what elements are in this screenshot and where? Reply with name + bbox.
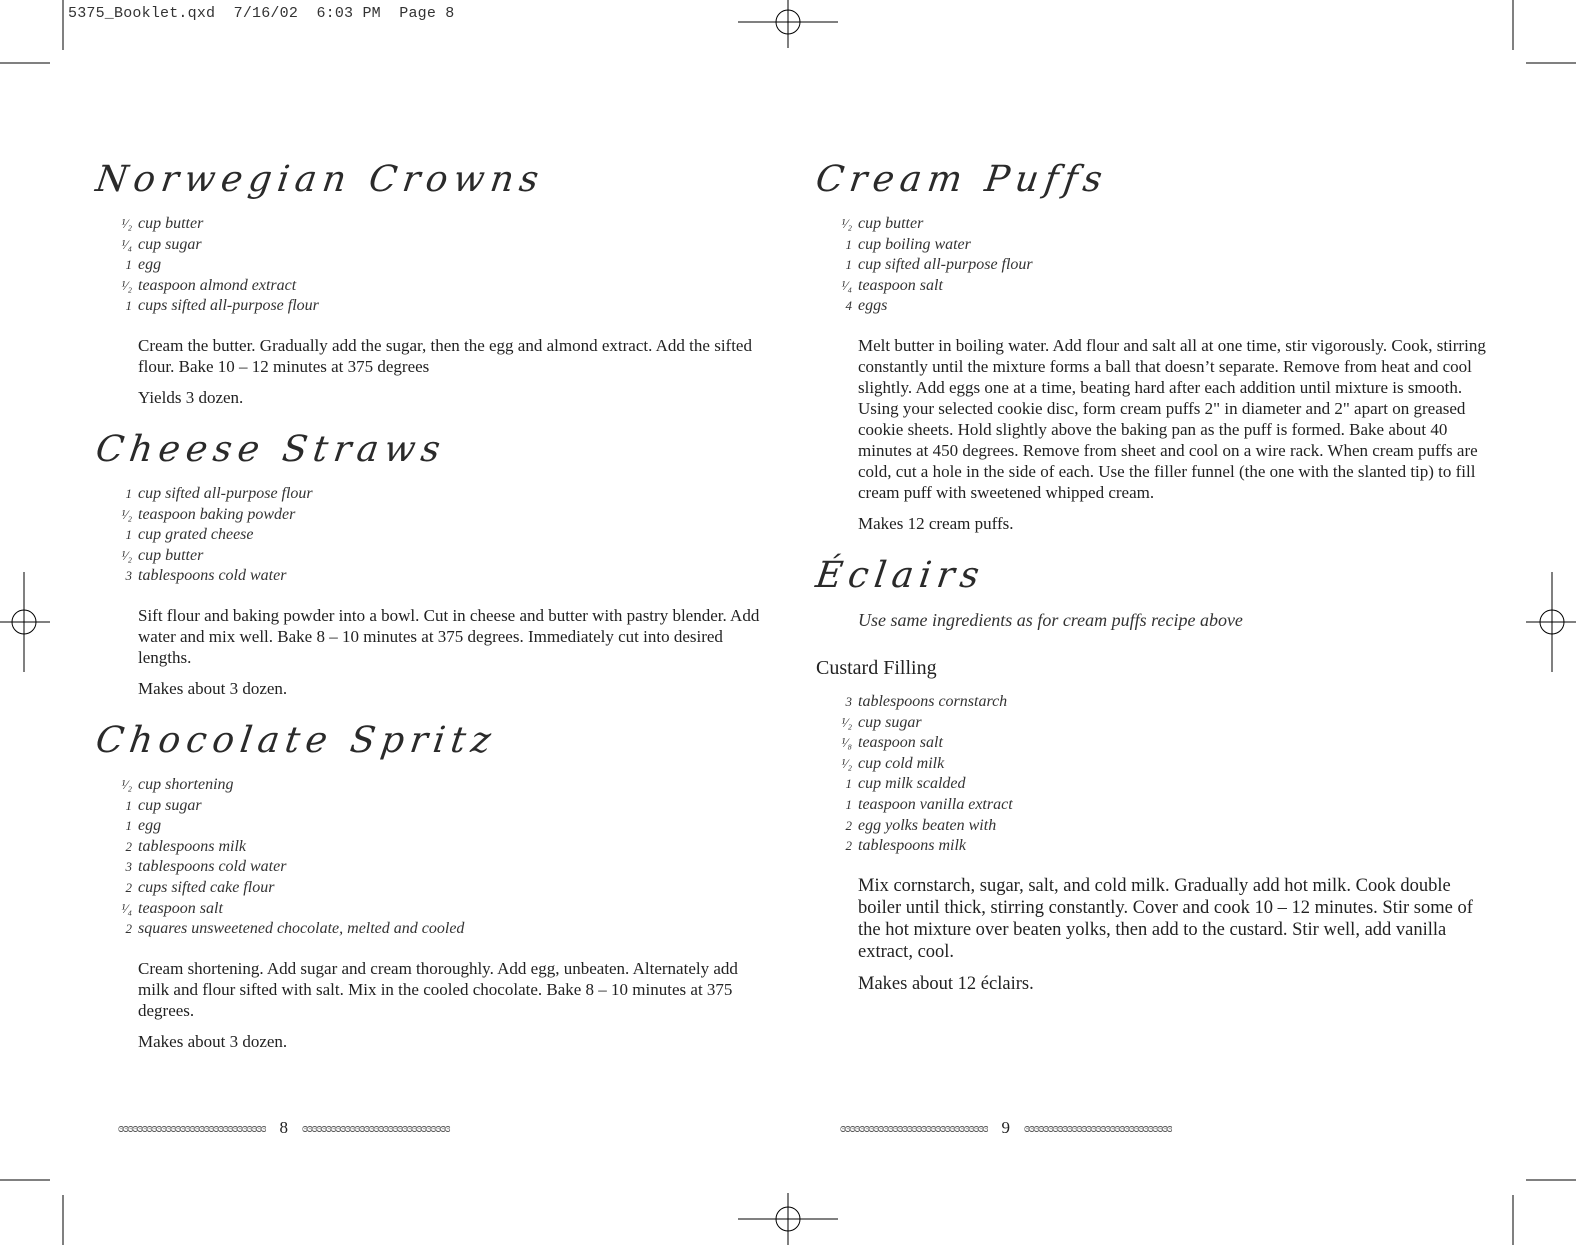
ingredient: ¹⁄₂ cup shortening bbox=[121, 775, 234, 793]
ornament-border: ɞɞɞɞɞɞɞɞɞɞɞɞɞɞɞɞɞɞɞɞɞɞɞɞɞɞɞɞɞɞɞ bbox=[840, 1120, 988, 1135]
ingredient: ¹⁄₂ teaspoon almond extract bbox=[121, 276, 297, 294]
ingredient-list bbox=[812, 214, 1492, 317]
ingredient: 1 teaspoon vanilla extract bbox=[845, 795, 1013, 813]
left-page-footer bbox=[118, 1118, 449, 1138]
recipe-instructions: Mix cornstarch, sugar, salt, and cold milk. Gradually add hot milk. Cook double boiler until thick, stirring constantly. Cover and cook 10 – 12 minutes. Stir some of the hot mixture over beaten yolks, then add to the custard. Stir well, add vanilla extract, cool. bbox=[858, 875, 1473, 962]
ornament-border: ɞɞɞɞɞɞɞɞɞɞɞɞɞɞɞɞɞɞɞɞɞɞɞɞɞɞɞɞɞɞɞ bbox=[301, 1120, 450, 1135]
ingredient: 1 cup milk scalded bbox=[845, 775, 966, 793]
ingredient-list bbox=[92, 214, 772, 317]
recipe-cream-puffs bbox=[812, 160, 1492, 534]
recipe-yield: Makes about 12 éclairs. bbox=[858, 973, 1034, 994]
ingredient-list bbox=[812, 692, 1492, 857]
ingredient: ¹⁄₄ teaspoon salt bbox=[121, 899, 223, 917]
recipe-instructions: Sift flour and baking powder into a bowl. Cut in cheese and butter with pastry blender. Add water and mix well. Bake 8 – 10 minutes at 375 degrees. Immediately cut into desired lengths. bbox=[138, 605, 760, 667]
ingredient: 1 cup sifted all-purpose flour bbox=[125, 484, 313, 502]
subheading-custard-filling: Custard Filling bbox=[816, 656, 937, 679]
recipe-norwegian-crowns bbox=[92, 160, 772, 408]
ingredient: 1 cup boiling water bbox=[845, 235, 971, 253]
ornament-border: ɞɞɞɞɞɞɞɞɞɞɞɞɞɞɞɞɞɞɞɞɞɞɞɞɞɞɞɞɞɞɞ bbox=[1023, 1120, 1172, 1135]
ingredient: ¹⁄₂ cup butter bbox=[121, 215, 204, 232]
ingredient: ¹⁄₄ cup sugar bbox=[121, 235, 202, 253]
recipe-title: Cream Puffs bbox=[813, 159, 1111, 200]
recipe-chocolate-spritz bbox=[92, 721, 772, 1052]
ingredient: ¹⁄₂ teaspoon baking powder bbox=[121, 505, 296, 523]
recipe-instructions: Melt butter in boiling water. Add flour and salt all at one time, stir vigorously. Cook, stirring constantly until the mixture forms a ball that doesn’t separate. Remove from heat and cool slightly. Add eggs one at a time, beating hard after each addition until mixture is smooth. Using your selected cookie disc, form cream puffs 2" in diameter and 2" apart on greased cookie sheets. Hold slightly above the baking pan as the puff is formed. Bake about 40 minutes at 450 degrees. Remove from sheet and cool on a wire rack. When cream puffs are cold, cut a hole in the side of each. Use the filler funnel (the one with the slanted tip) to fill cream puff with sweetened whipped cream. bbox=[858, 335, 1486, 502]
ingredient: 1 cup sifted all-purpose flour bbox=[845, 256, 1033, 274]
ornament-border: ɞɞɞɞɞɞɞɞɞɞɞɞɞɞɞɞɞɞɞɞɞɞɞɞɞɞɞɞɞɞɞ bbox=[118, 1120, 266, 1135]
ingredient: 2 squares unsweetened chocolate, melted and cooled bbox=[125, 920, 465, 938]
ingredient: ¹⁄₈ teaspoon salt bbox=[841, 734, 943, 752]
ingredient: ¹⁄₄ teaspoon salt bbox=[841, 276, 943, 294]
recipe-yield: Makes about 3 dozen. bbox=[138, 1031, 288, 1051]
left-page bbox=[92, 160, 772, 1074]
ingredient: ¹⁄₂ cup sugar bbox=[841, 713, 922, 731]
recipe-note: Use same ingredients as for cream puffs recipe above bbox=[858, 609, 1243, 630]
ingredient: 4 eggs bbox=[845, 297, 888, 315]
right-page-footer bbox=[840, 1118, 1171, 1138]
recipe-cheese-straws bbox=[92, 430, 772, 699]
recipe-title: Cheese Straws bbox=[93, 428, 449, 470]
ingredient: 1 cups sifted all-purpose flour bbox=[125, 297, 319, 315]
ingredient: 1 cup sugar bbox=[125, 796, 202, 814]
recipe-title: Chocolate Spritz bbox=[93, 719, 500, 761]
recipe-title: Éclairs bbox=[813, 554, 988, 596]
recipe-instructions: Cream shortening. Add sugar and cream thoroughly. Add egg, unbeaten. Alternately add milk and flour sifted with salt. Mix in the cooled chocolate. Bake 8 – 10 minutes at 375 degrees. bbox=[138, 958, 738, 1020]
recipe-yield: Makes 12 cream puffs. bbox=[858, 513, 1014, 533]
ingredient: 1 egg bbox=[125, 817, 162, 835]
ingredient: 1 cup grated cheese bbox=[125, 526, 254, 544]
ingredient: 3 tablespoons cornstarch bbox=[845, 692, 1008, 710]
ingredient: ¹⁄₂ cup cold milk bbox=[841, 754, 945, 772]
ingredient: 1 egg bbox=[125, 256, 162, 274]
page-number: 9 bbox=[1001, 1118, 1010, 1137]
recipe-title: Norwegian Crowns bbox=[93, 159, 548, 200]
recipe-yield: Yields 3 dozen. bbox=[138, 387, 244, 407]
ingredient: 2 egg yolks beaten with bbox=[845, 816, 997, 834]
ingredient-list bbox=[92, 484, 772, 587]
ingredient: 2 tablespoons milk bbox=[125, 837, 246, 855]
ingredient-list bbox=[92, 775, 772, 940]
right-page bbox=[812, 160, 1492, 1017]
ingredient: 2 tablespoons milk bbox=[845, 837, 966, 855]
ingredient: ¹⁄₂ cup butter bbox=[121, 546, 204, 564]
ingredient: 3 tablespoons cold water bbox=[125, 858, 287, 876]
page-number: 8 bbox=[279, 1118, 288, 1137]
print-slug: 5375_Booklet.qxd 7/16/02 6:03 PM Page 8 bbox=[68, 5, 455, 22]
ingredient: 3 tablespoons cold water bbox=[125, 567, 287, 585]
recipe-eclairs bbox=[812, 556, 1492, 995]
ingredient: 2 cups sifted cake flour bbox=[125, 878, 275, 896]
recipe-instructions: Cream the butter. Gradually add the sugar, then the egg and almond extract. Add the sifted flour. Bake 10 – 12 minutes at 375 degrees bbox=[138, 335, 752, 376]
recipe-yield: Makes about 3 dozen. bbox=[138, 678, 288, 698]
ingredient: ¹⁄₂ cup butter bbox=[841, 215, 924, 232]
